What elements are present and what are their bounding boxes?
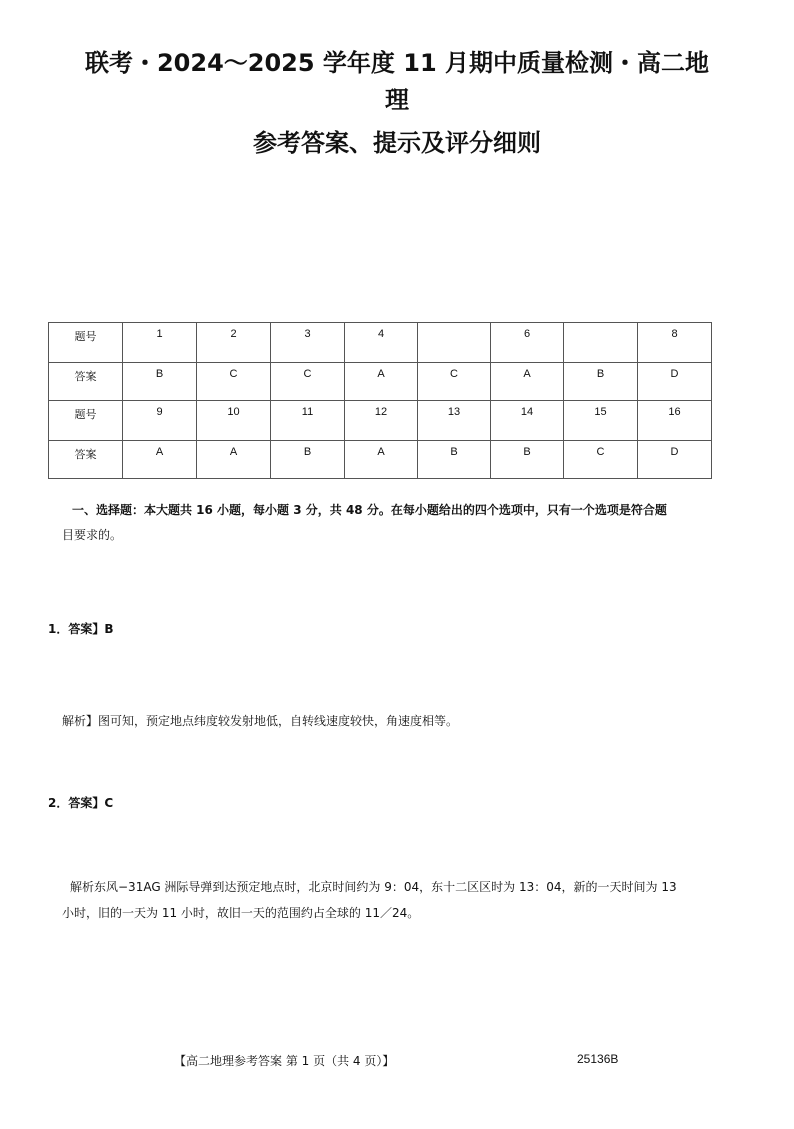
question-2-explanation-continued: 小时，旧的一天为 11 小时，故旧一天的范围约占全球的 11／24。 xyxy=(62,906,420,920)
answer-table xyxy=(48,322,712,479)
question-1-answer: 1．答案】B xyxy=(48,622,114,636)
table-cell xyxy=(418,323,491,363)
table-cell: 3 xyxy=(271,323,345,363)
table-cell: 12 xyxy=(345,401,418,441)
table-cell: C xyxy=(271,363,345,401)
table-cell: A xyxy=(345,441,418,479)
table-cell: 13 xyxy=(418,401,491,441)
table-cell xyxy=(564,323,638,363)
table-cell: A xyxy=(345,363,418,401)
table-cell: C xyxy=(197,363,271,401)
question-2-answer: 2．答案】C xyxy=(48,796,114,810)
table-cell: B xyxy=(271,441,345,479)
table-cell: 9 xyxy=(123,401,197,441)
table-cell: B xyxy=(564,363,638,401)
table-row xyxy=(49,323,712,363)
row-header-cell: 题号 xyxy=(49,401,123,441)
table-cell: 10 xyxy=(197,401,271,441)
document-title-continued: 理 xyxy=(385,86,409,114)
section-heading: 一、选择题：本大题共 16 小题，每小题 3 分，共 48 分。在每小题给出的四个选项中，只有一个选项是符合题 xyxy=(72,503,667,517)
row-header-cell: 答案 xyxy=(49,441,123,479)
table-row xyxy=(49,441,712,479)
row-header-cell: 答案 xyxy=(49,363,123,401)
table-row xyxy=(49,363,712,401)
table-cell: 4 xyxy=(345,323,418,363)
table-cell: 8 xyxy=(638,323,712,363)
table-cell: D xyxy=(638,363,712,401)
table-cell: 15 xyxy=(564,401,638,441)
document-code: 25136B xyxy=(577,1052,619,1066)
table-row xyxy=(49,401,712,441)
question-1-explanation: 解析】图可知，预定地点纬度较发射地低，自转线速度较快，角速度相等。 xyxy=(62,714,459,728)
question-2-explanation: 解析东风−31AG 洲际导弹到达预定地点时，北京时间约为 9：04，东十二区区时为 13：04，新的一天时间为 13 xyxy=(70,880,677,894)
table-cell: C xyxy=(564,441,638,479)
table-cell: A xyxy=(491,363,564,401)
table-cell: D xyxy=(638,441,712,479)
table-cell: 6 xyxy=(491,323,564,363)
section-heading-continued: 目要求的。 xyxy=(62,528,123,542)
row-header-cell: 题号 xyxy=(49,323,123,363)
table-cell: A xyxy=(197,441,271,479)
table-cell: 11 xyxy=(271,401,345,441)
table-cell: 16 xyxy=(638,401,712,441)
table-cell: B xyxy=(418,441,491,479)
table-cell: 14 xyxy=(491,401,564,441)
document-title: 联考・2024～2025 学年度 11 月期中质量检测・高二地 xyxy=(84,49,710,77)
table-cell: C xyxy=(418,363,491,401)
table-cell: B xyxy=(491,441,564,479)
table-cell: 1 xyxy=(123,323,197,363)
table-cell: B xyxy=(123,363,197,401)
document-subtitle: 参考答案、提示及评分细则 xyxy=(253,129,541,157)
table-cell: 2 xyxy=(197,323,271,363)
table-cell: A xyxy=(123,441,197,479)
page-footer: 【高二地理参考答案 第 1 页（共 4 页）】 xyxy=(174,1054,395,1068)
